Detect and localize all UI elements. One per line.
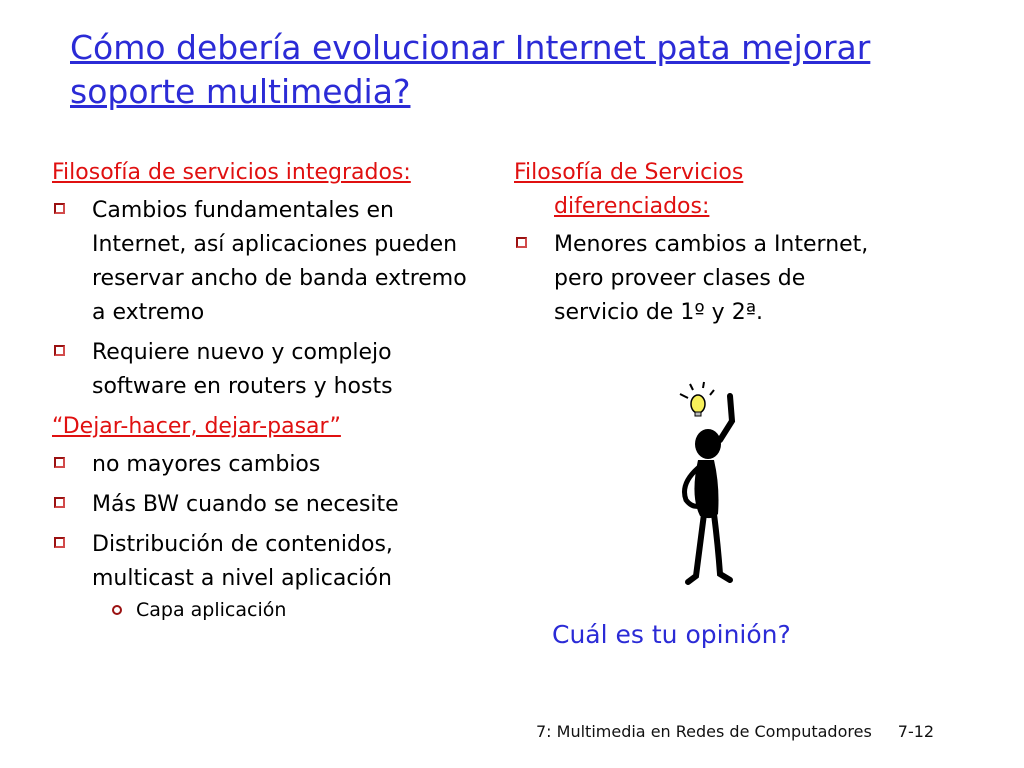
- laissez-faire-heading: “Dejar-hacer, dejar-pasar”: [52, 414, 341, 439]
- differentiated-services-heading: Filosofía de Servicios diferenciados:: [514, 160, 744, 219]
- laissez-faire-list: [52, 448, 472, 624]
- square-bullet-icon: [54, 497, 65, 508]
- square-bullet-icon: [54, 345, 65, 356]
- bullet-text: Cambios fundamentales en Internet, así aplicaciones pueden reservar ancho de banda extremo a extremo: [92, 198, 467, 325]
- list-item: [52, 194, 472, 330]
- integrated-services-heading: Filosofía de servicios integrados:: [52, 160, 411, 185]
- sub-bullet-text: Capa aplicación: [136, 599, 287, 621]
- bullet-text: no mayores cambios: [92, 452, 321, 477]
- list-item: [52, 336, 472, 404]
- differentiated-services-list: [514, 228, 894, 330]
- list-item: [52, 528, 472, 624]
- right-column: [514, 156, 894, 336]
- bullet-text: Menores cambios a Internet, pero proveer clases de servicio de 1º y 2ª.: [554, 232, 869, 325]
- list-item: [52, 488, 472, 522]
- circle-bullet-icon: [112, 605, 122, 615]
- left-column: [52, 156, 472, 630]
- question-text: Cuál es tu opinión?: [552, 620, 791, 649]
- list-item: [52, 448, 472, 482]
- square-bullet-icon: [516, 237, 527, 248]
- square-bullet-icon: [54, 537, 65, 548]
- sub-list: [92, 596, 472, 624]
- bullet-text: Más BW cuando se necesite: [92, 492, 399, 517]
- slide-footer: [536, 722, 934, 741]
- bullet-text: Distribución de contenidos, multicast a nivel aplicación: [92, 532, 393, 591]
- sub-list-item: [52, 596, 472, 624]
- list-item: [514, 228, 894, 330]
- stick-figure-idea-icon: [660, 376, 770, 596]
- square-bullet-icon: [54, 457, 65, 468]
- slide-title: Cómo debería evolucionar Internet pata mejorar soporte multimedia?: [70, 28, 871, 111]
- integrated-services-list: [52, 194, 472, 404]
- course-name: 7: Multimedia en Redes de Computadores: [536, 722, 872, 741]
- bullet-text: Requiere nuevo y complejo software en routers y hosts: [92, 340, 393, 399]
- page-number: 7-12: [897, 722, 935, 741]
- square-bullet-icon: [54, 203, 65, 214]
